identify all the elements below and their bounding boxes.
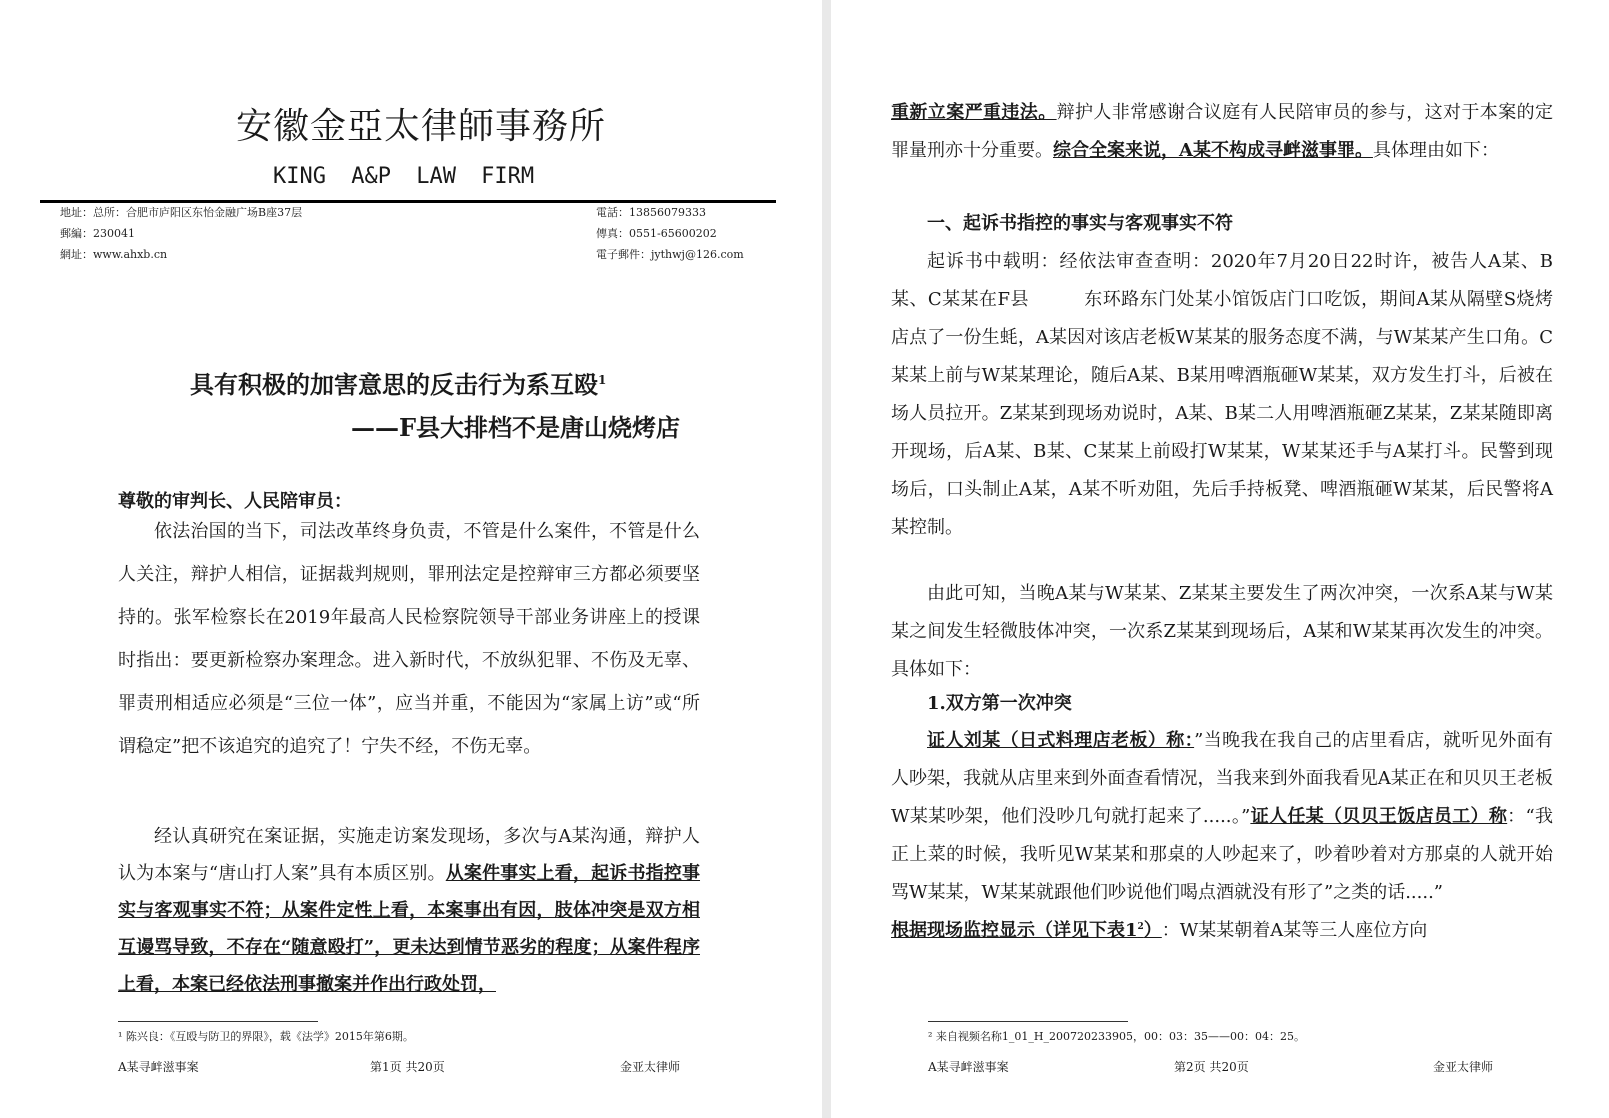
footnote-2: ² 来自视频名称1_01_H_200720233905，00：03：35——00：04：25。: [928, 1030, 1305, 1043]
footnote-mark: 1: [598, 373, 607, 387]
firm-fax: 傳真：0551-65600202: [596, 227, 717, 240]
footer-case-name: A某寻衅滋事案: [928, 1060, 1009, 1074]
witness-2-label: 证人任某（贝贝王饭店员工）称: [1250, 806, 1508, 827]
footer-page-number: 第1页 共20页: [370, 1060, 445, 1074]
salutation: 尊敬的审判长、人民陪审员：: [118, 491, 352, 512]
firm-postcode: 郵編：230041: [60, 227, 135, 240]
paragraph-indictment: 起诉书中载明：经依法审查查明：2020年7月20日22时许，被告人A某、B某、C某某在F县 东环路东门处某小馆饭店门口吃饭，期间A某从隔壁S烧烤店点了一份生蚝，A某因对该店老板W某某的服务态度不满，与W某某产生口角。C某某上前与W某某理论，随后A某、B某用啤酒瓶砸W某某，双方发生打斗，后被在场人员拉开。Z某某到现场劝说时，A某、B某二人用啤酒瓶砸Z某某，Z某某随即离开现场，后A某、B某、C某某上前殴打W某某，W某某还手与A某打斗。民警到现场后，口头制止A某，A某不听劝阻，先后手持板凳、啤酒瓶砸W某某，后民警将A某控制。: [891, 251, 1553, 538]
summary-emphasis: 从案件事实上看，起诉书指控事实与客观事实不符；从案件定性上看，本案事出有因，肢体冲突是双方相互谩骂导致，不存在“随意殴打”，更未达到情节恶劣的程度；从案件程序上看，本案已经依法刑事撤案并作出行政处罚，: [118, 863, 701, 995]
document-subtitle: ——F县大排档不是唐山烧烤店: [351, 413, 681, 442]
footer-firm: 金亚太律师: [620, 1060, 681, 1074]
firm-address: 地址：总所：合肥市庐阳区东怡金融广场B座37层: [60, 206, 303, 219]
paragraph-intro: 依法治国的当下，司法改革终身负责，不管是什么案件，不管是什么人关注，辩护人相信，证据裁判规则，罪刑法定是控辩审三方都必须要坚持的。张军检察长在2019年最高人民检察院领导干部业务讲座上的授课时指出：要更新检察办案理念。进入新时代，不放纵犯罪、不伤及无辜、罪责刑相适应必须是“三位一体”，应当并重，不能因为“家属上访”或“所谓稳定”把不该追究的追究了！宁失不经，不伤无辜。: [118, 521, 700, 757]
firm-phone: 電話：13856079333: [596, 206, 706, 219]
paragraph-continuation: 重新立案严重违法。辩护人非常感谢合议庭有人民陪审员的参与，这对于本案的定罪量刑亦十分重要。综合全案来说，A某不构成寻衅滋事罪。具体理由如下：: [891, 102, 1554, 161]
footnote-1: ¹ 陈兴良：《互殴与防卫的界限》，载《法学》2015年第6期。: [118, 1030, 414, 1043]
monitor-label: 根据现场监控显示（详见下表$1^2$）: [891, 920, 1162, 941]
firm-email: 電子郵件：jythwj@126.com: [596, 248, 744, 261]
footer-firm: 金亚太律师: [1433, 1060, 1494, 1074]
section-heading-1: 一、起诉书指控的事实与客观事实不符: [927, 213, 1233, 234]
letterhead-divider: [40, 200, 776, 203]
footer-case-name: A某寻衅滋事案: [118, 1060, 199, 1074]
firm-name-chinese: 安徽金亞太律師事務所: [236, 106, 607, 147]
firm-website: 網址：www.ahxb.cn: [60, 248, 168, 261]
footer-page-number: 第2页 共20页: [1174, 1060, 1249, 1074]
footnote-divider: [118, 1021, 318, 1022]
section-heading-2: 1.双方第一次冲突: [927, 693, 1072, 714]
paragraph-summary: 经认真研究在案证据，实施走访案发现场，多次与A某沟通，辩护人认为本案与“唐山打人案”具有本质区别。从案件事实上看，起诉书指控事实与客观事实不符；从案件定性上看，本案事出有因，肢体冲突是双方相互谩骂导致，不存在“随意殴打”，更未达到情节恶劣的程度；从案件程序上看，本案已经依法刑事撤案并作出行政处罚，: [118, 826, 701, 995]
footnote-divider: [928, 1021, 1128, 1022]
witness-1-label: 证人刘某（日式料理店老板）称：: [927, 730, 1195, 751]
firm-name-english: KING A&P LAW FIRM: [273, 164, 535, 189]
paragraph-witness: 证人刘某（日式料理店老板）称：”当晚我在我自己的店里看店，就听见外面有人吵架，我就从店里来到外面查看情况，当我来到外面我看见A某正在和贝贝王老板W某某吵架，他们没吵几句就打起来了.....。”证人任某（贝贝王饭店员工）称：“我正上菜的时候，我听见W某某和那桌的人吵起来了，吵着吵着对方那桌的人就开始骂W某某，W某某就跟他们吵说他们喝点酒就没有形了”之类的话.....” 根据现场监控显示（详见下表$1^2$）：W某某朝着A某等三人座位方向: [891, 722, 1553, 950]
document-page-2: [831, 0, 1609, 1118]
paragraph-analysis: 由此可知，当晚A某与W某某、Z某某主要发生了两次冲突，一次系A某与W某某之间发生轻微肢体冲突，一次系Z某某到现场后，A某和W某某再次发生的冲突。具体如下：: [891, 583, 1553, 680]
document-title: 具有积极的加害意思的反击行为系互殴$^1$: [190, 370, 607, 399]
